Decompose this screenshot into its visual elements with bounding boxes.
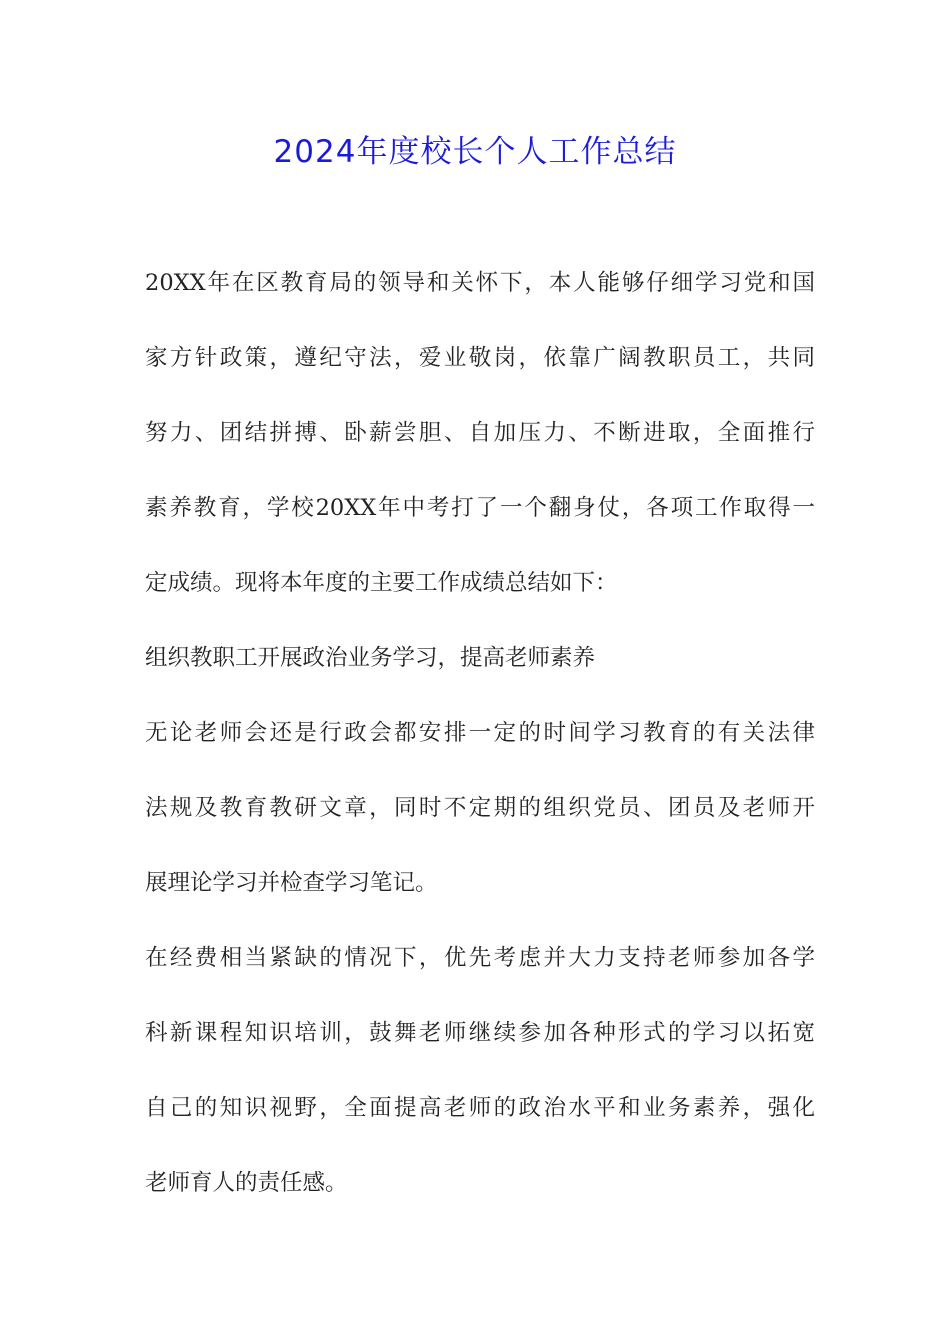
- body-line: 无论老师会还是行政会都安排一定的时间学习教育的有关法律: [145, 720, 815, 746]
- body-line: 在经费相当紧缺的情况下，优先考虑并大力支持老师参加各学: [145, 945, 815, 971]
- body-line: 自己的知识视野，全面提高老师的政治水平和业务素养，强化: [145, 1095, 815, 1121]
- body-line: 家方针政策，遵纪守法，爱业敬岗，依靠广阔教职员工，共同: [145, 345, 815, 371]
- document-title: 2024年度校长个人工作总结: [273, 134, 677, 170]
- section-heading: 组织教职工开展政治业务学习，提高老师素养: [145, 645, 596, 671]
- body-line: 定成绩。现将本年度的主要工作成绩总结如下：: [145, 570, 618, 596]
- body-line: 法规及教育教研文章，同时不定期的组织党员、团员及老师开: [145, 795, 815, 821]
- body-line: 努力、团结拼搏、卧薪尝胆、自加压力、不断进取，全面推行: [145, 420, 815, 446]
- body-line: 展理论学习并检查学习笔记。: [145, 870, 438, 896]
- body-line: 科新课程知识培训，鼓舞老师继续参加各种形式的学习以拓宽: [145, 1020, 815, 1046]
- body-line: 20XX年在区教育局的领导和关怀下，本人能够仔细学习党和国: [145, 270, 815, 296]
- body-line: 素养教育，学校20XX年中考打了一个翻身仗，各项工作取得一: [145, 495, 815, 521]
- body-line: 老师育人的责任感。: [145, 1170, 348, 1196]
